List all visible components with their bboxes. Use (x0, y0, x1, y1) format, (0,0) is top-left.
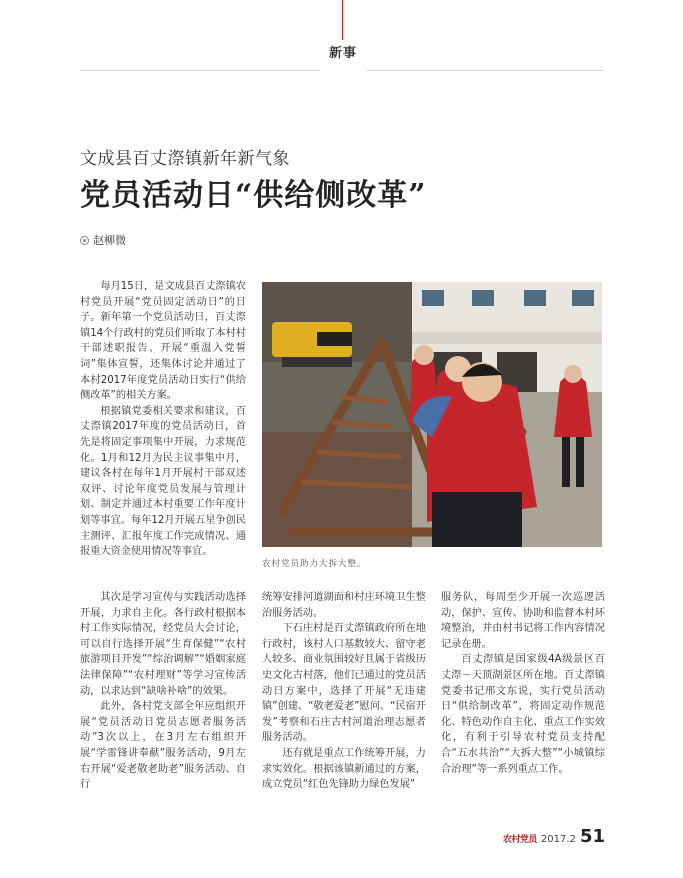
issue-date: 2017.2 (540, 834, 576, 845)
author-line (80, 232, 126, 248)
author-bullet-icon (80, 236, 89, 245)
section-tag: 新事 (328, 46, 357, 61)
article-column-1-lower (80, 590, 246, 793)
page-footer (503, 826, 605, 847)
header-rule-left (80, 70, 320, 71)
paragraph: 其次是学习宣传与实践活动选择开展，力求自主化。各行政村根据本村工作实际情况，经党员大会讨论，可以自行选择开展“生育保健”“农村旅游项目开发”“综治调解”“婚姻家庭法律保障”“农村理财”等学习宣传活动，以求达到“缺啥补啥”的效果。 (80, 592, 246, 697)
article-subtitle: 文成县百丈漈镇新年新气象 (80, 149, 290, 169)
paragraph: 统筹安排河道湖面和村庄环境卫生整治服务活动。 (262, 592, 426, 619)
article-title: 党员活动日“供给侧改革” (80, 178, 427, 213)
author-name: 赵柳微 (93, 234, 126, 247)
paragraph: 下石庄村是百丈漈镇政府所在地行政村，该村人口基数较大、留守老人较多、商业氛围较好且属于省级历史文化古村落，他们已通过的党员活动日方案中，选择了开展“无违建镇”创建、“敬老爱老”慰问、“民宿开发”考察和石庄古村河道治理志愿者服务活动。 (262, 623, 426, 744)
paragraph: 百丈漈镇是国家级4A级景区百丈漈－天顶湖景区所在地。百丈漈镇党委书记邢文东说，实行党员活动日“供给制改革”，将固定动作规范化、特色动作自主化、重点工作实效化，有利于引导农村党员支持配合“五水共治”“大拆大整”“小城镇综合治理”等一系列重点工作。 (441, 654, 605, 775)
paragraph: 服务队，每周至少开展一次巡逻活动，保护、宣传、协助和监督本村环境整治，并由村书记将工作内容情况记录在册。 (441, 592, 605, 650)
magazine-logo: 农村党员 (502, 835, 537, 845)
header-rule-right (366, 70, 604, 71)
article-photo (262, 282, 602, 547)
page-number: 51 (579, 826, 605, 847)
header-divider-line (342, 0, 343, 40)
article-column-2 (262, 590, 426, 793)
article-column-1 (80, 279, 246, 560)
paragraph: 每月15日，是文成县百丈漈镇农村党员开展“党员固定活动日”的日子。新年第一个党员活动日，百丈漈镇14个行政村的党员们听取了本村村干部述职报告、开展“重温入党誓词”集体宣誓，还集体讨论并通过了本村2017年度党员活动日实行“供给侧改革”的相关方案。 (80, 281, 246, 402)
paragraph: 根据镇党委相关要求和建议，百丈漈镇2017年度的党员活动日，首先是将固定事项集中开展，力求规范化。1月和12月为民主议事集中月，建议各村在每年1月开展村干部双述双评、讨论年度党员发展与管理计划、制定并通过本村重要工作年度计划等事宜。每年12月开展五星争创民主测评、汇报年度工作完成情况、通报重大资金使用情况等事宜。 (80, 405, 246, 558)
paragraph: 还有就是重点工作统筹开展，力求实效化。根据该镇新通过的方案，成立党员“红色先锋助力绿色发展” (262, 747, 426, 791)
paragraph: 此外，各村党支部全年应组织开展“党员活动日党员志愿者服务活动”3次以上，在3月左右组织开展“学雷锋讲奉献”服务活动，9月左右开展“爱老敬老助老”服务活动、自行 (80, 701, 246, 791)
article-column-3 (441, 590, 605, 777)
photo-caption: 农村党员助力大拆大整。 (262, 559, 367, 569)
